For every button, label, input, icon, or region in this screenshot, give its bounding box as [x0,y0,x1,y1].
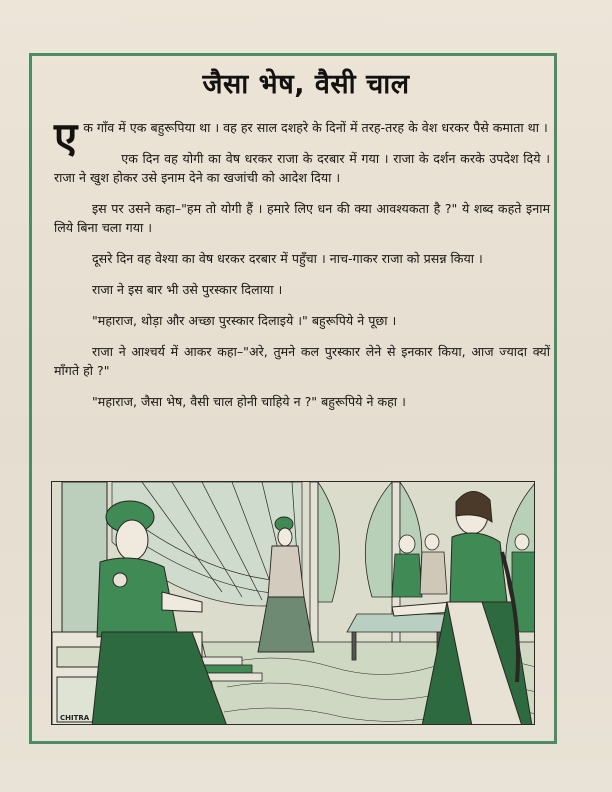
paragraph-1 [54,113,550,162]
court-scene [52,482,535,725]
story-text [54,113,550,423]
story-title: जैसा भेष, वैसी चाल [202,69,410,100]
paragraph-5: राजा ने इस बार भी उसे पुरस्कार दिलाया । [92,282,283,297]
paragraph-1-text: क गाँव में एक बहुरूपिया था । वह हर साल दशहरे के दिनों में तरह-तरह के वेश धरकर पैसे कमाता था । [83,120,548,135]
artist-signature: CHITRA [60,714,90,722]
drop-cap: ए [54,113,78,162]
paragraph-8: "महाराज, जैसा भेष, वैसी चाल होनी चाहिये न ?" बहुरूपिये ने कहा । [92,394,406,409]
paragraph-6: "महाराज, थोड़ा और अच्छा पुरस्कार दिलाइये ।" बहुरूपिये ने पूछा । [92,313,397,328]
paragraph-3: इस पर उसने कहा–"हम तो योगी हैं । हमारे लिए धन की क्या आवश्यकता है ?" ये शब्द कहते इनाम लिये बिना चला गया । [54,201,550,235]
story-illustration [51,481,535,725]
paragraph-2: एक दिन वह योगी का वेष धरकर राजा के दरबार में गया । राजा के दर्शन करके उपदेश दिये । राजा ने खुश होकर उसे इनाम देने का खजांची को आदेश दिया । [54,151,550,185]
paragraph-4: दूसरे दिन वह वेश्या का वेष धरकर दरबार में पहुँचा । नाच-गाकर राजा को प्रसन्न किया । [92,251,483,266]
paragraph-7: राजा ने आश्चर्य में आकर कहा–"अरे, तुमने कल पुरस्कार लेने से इनकार किया, आज ज्यादा क्यों माँगते हो ?" [54,344,550,378]
